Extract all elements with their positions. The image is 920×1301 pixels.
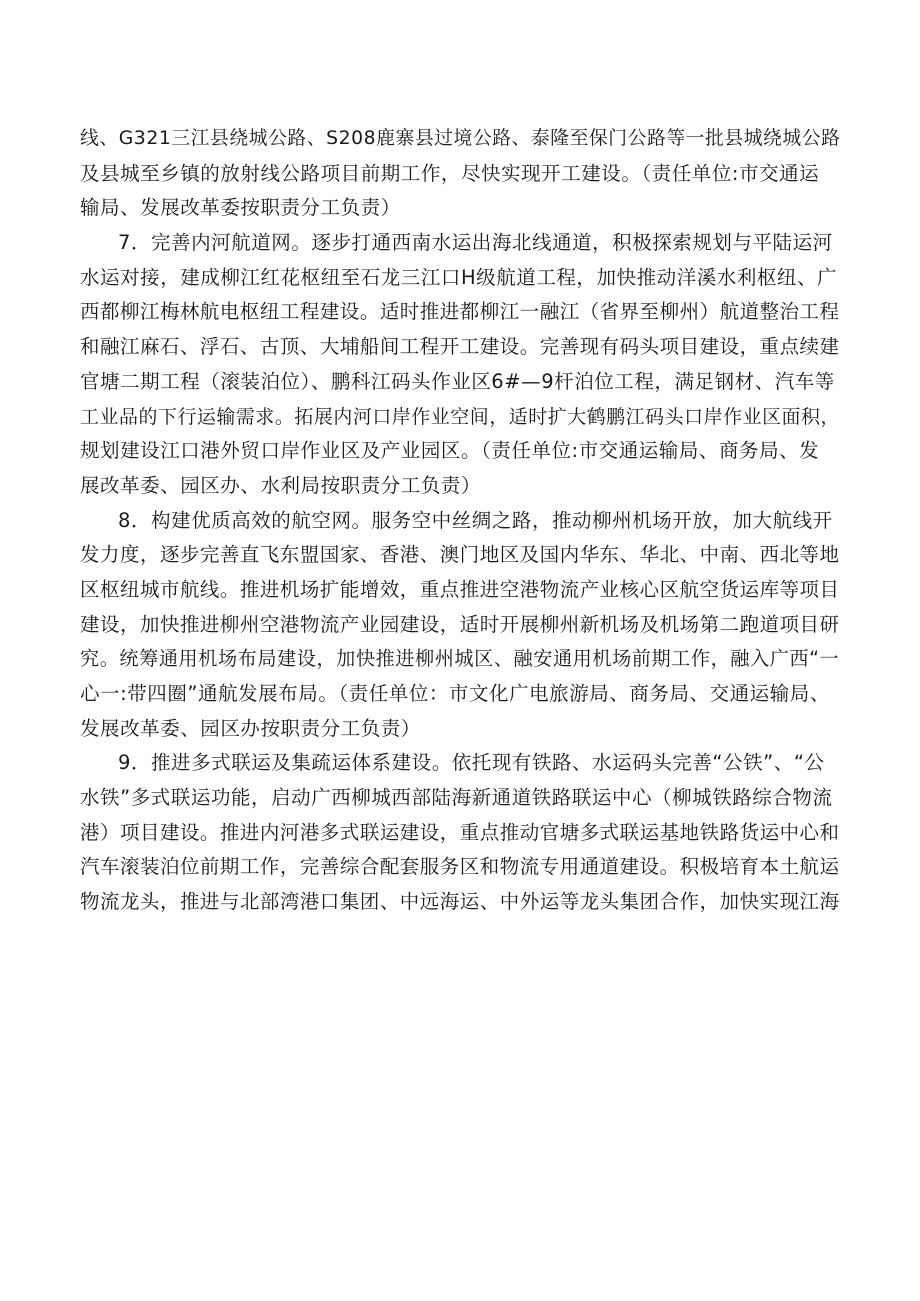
text-line: 及县城至乡镇的放射线公路项目前期工作，尽快实现开工建设。（责任单位:市交通运 — [80, 161, 820, 185]
text-line: 线、G321三江县绕城公路、S208鹿寨县过境公路、泰隆至保门公路等一批县城绕城公路 — [80, 128, 841, 149]
body-text — [80, 122, 840, 920]
text-line: 和融江麻石、浮石、古顶、大埔船间工程开工建设。完善现有码头项目建设，重点续建 — [80, 335, 840, 359]
text-line: 输局、发展改革委按职责分工负责） — [80, 196, 401, 220]
text-line: 物流龙头，推进与北部湾港口集团、中远海运、中外运等龙头集团合作，加快实现江海 — [80, 890, 840, 914]
section-8-heading-line: 8．构建优质高效的航空网。服务空中丝绸之路，推动柳州机场开放，加大航线开 — [118, 508, 833, 532]
text-line: 建设，加快推进柳州空港物流产业园建设，适时开展柳州新机场及机场第二跑道项目研 — [80, 612, 840, 636]
text-line: 发展改革委、园区办按职责分工负责） — [80, 716, 421, 740]
text-line: 发力度，逐步完善直飞东盟国家、香港、澳门地区及国内华东、华北、中南、西北等地 — [80, 543, 840, 567]
text-line: 区枢纽城市航线。推进机场扩能增效，重点推进空港物流产业核心区航空货运库等项目 — [80, 577, 840, 601]
text-line: 心一:带四圈”通航发展布局。（责任单位：市文化广电旅游局、商务局、交通运输局、 — [80, 682, 830, 705]
text-line: 官塘二期工程（滚装泊位）、鹏科江码头作业区6#—9杆泊位工程，满足钢材、汽车等 — [80, 369, 835, 393]
text-line: 港）项目建设。推进内河港多式联运建设，重点推动官塘多式联运基地铁路货运中心和 — [80, 820, 840, 844]
section-7-heading-line: 7．完善内河航道网。逐步打通西南水运出海北线通道，积极探索规划与平陆运河 — [118, 231, 833, 255]
text-line: 水铁”多式联运功能，启动广西柳城西部陆海新通道铁路联运中心（柳城铁路综合物流 — [80, 786, 833, 810]
text-line: 水运对接，建成柳江红花枢纽至石龙三江口H级航道工程，加快推动洋溪水利枢纽、广 — [80, 265, 838, 289]
text-line: 规划建设江口港外贸口岸作业区及产业园区。（责任单位:市交通运输局、商务局、发 — [80, 439, 820, 463]
text-line: 工业品的下行运输需求。拓展内河口岸作业空间，适时扩大鹤鹏江码头口岸作业区面积， — [80, 405, 841, 428]
text-line: 西都柳江梅林航电枢纽工程建设。适时推进都柳江一融江（省界至柳州）航道整治工程 — [80, 300, 840, 324]
text-line: 展改革委、园区办、水利局按职责分工负责） — [80, 473, 482, 497]
section-9-heading-line: 9．推进多式联运及集疏运体系建设。依托现有铁路、水运码头完善“公铁”、“公 — [118, 751, 825, 775]
text-line: 汽车滚装泊位前期工作，完善综合配套服务区和物流专用通道建设。积极培育本土航运 — [80, 855, 840, 879]
text-line: 究。统筹通用机场布局建设，加快推进柳州城区、融安通用机场前期工作，融入广西“一 — [80, 647, 840, 671]
